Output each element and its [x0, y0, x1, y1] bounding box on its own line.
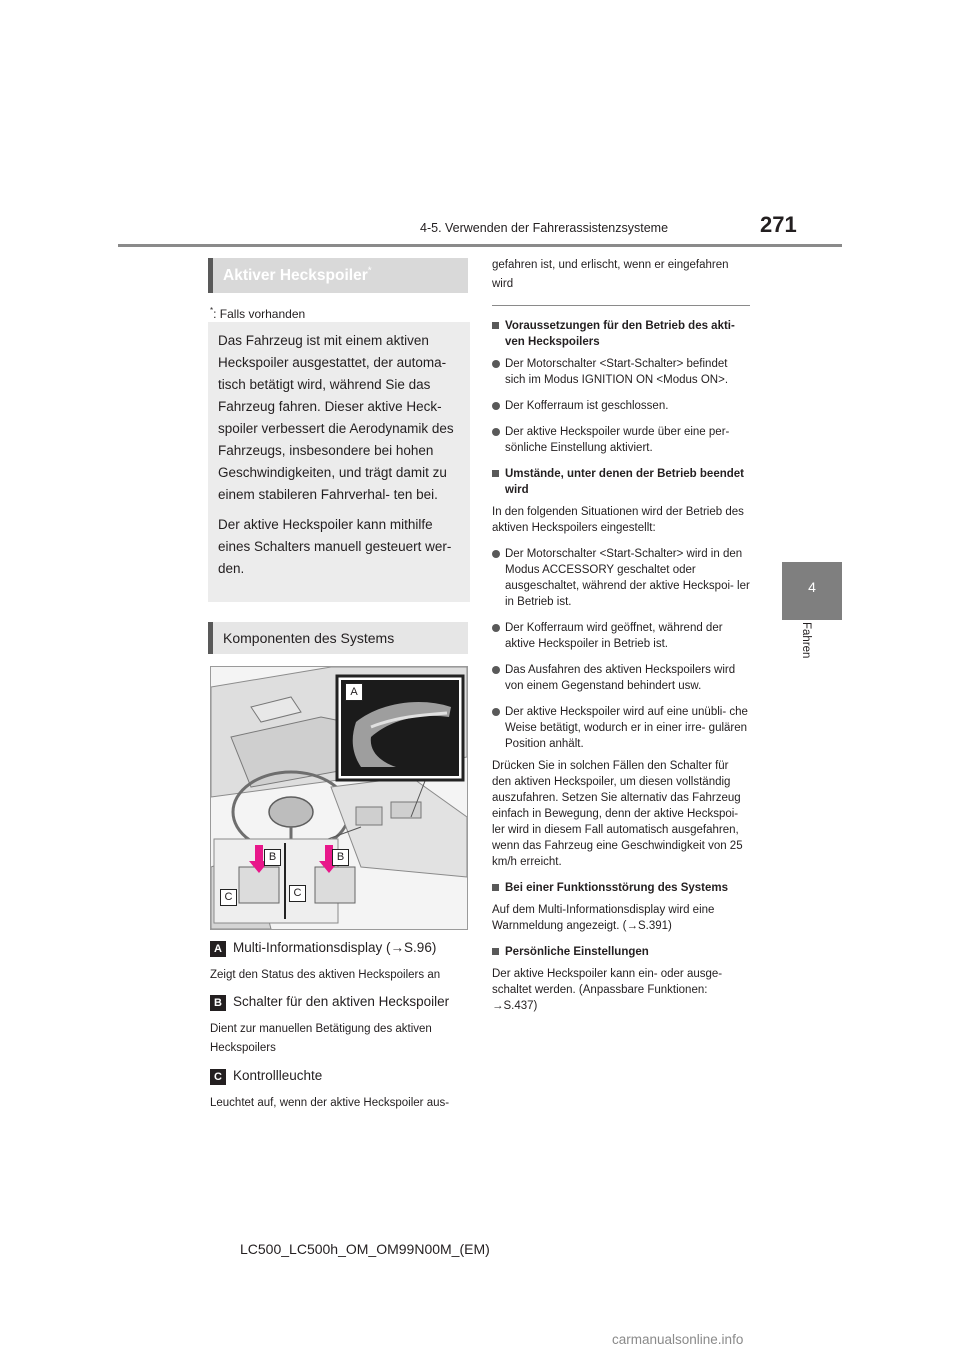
intro-box [208, 322, 470, 602]
bullet-item: Der Motorschalter <Start-Schalter> wird in den Modus ACCESSORY geschaltet oder ausgeschaltet, während der aktive Heckspoi- ler in Betrieb ist. [492, 546, 750, 610]
body-paragraph: Der aktive Heckspoiler kann ein- oder ausge- schaltet werden. (Anpassbare Funktionen: →S.437) [492, 968, 723, 1012]
continued-text: gefahren ist, und erlischt, wenn er eingefahren wird [492, 259, 729, 290]
legend-desc-a: Zeigt den Status des aktiven Heckspoilers an [210, 969, 441, 981]
legend-letter-b: B [210, 995, 226, 1011]
components-heading-bar [208, 622, 468, 654]
intro-paragraph-1: Das Fahrzeug ist mit einem aktiven Heckspoiler ausgestattet, der automa- tisch betätigt wird, während Sie das Fahrzeug fahren. Dieser aktive Heck- spoiler verbessert die Aerodynamik des Fahrzeugs, insbesondere bei hohen Geschwindigkeiten, und trägt damit zu einem stabileren Fahrverhal- ten bei. [218, 333, 454, 502]
body-paragraph: Auf dem Multi-Informationsdisplay wird eine Warnmeldung angezeigt. (→S.391) [492, 904, 715, 932]
chapter-label-wrap [800, 622, 824, 682]
footnote-mark: * [210, 306, 214, 315]
header-rule [118, 244, 842, 247]
components-heading: Komponenten des Systems [223, 630, 395, 646]
footnote-text: : Falls vorhanden [213, 307, 306, 321]
chapter-number: 4 [808, 579, 816, 595]
figure-label-a: A [345, 683, 363, 701]
heading-personal-settings: Persönliche Einstellungen [492, 944, 750, 960]
body-paragraph: Drücken Sie in solchen Fällen den Schalter für den aktiven Heckspoiler, um diesen vollständig auszufahren. Setzen Sie alternativ das Fahrzeug einfach in Bewegung, denn der aktive Heckspoi- ler wird in diesem Fall automatisch ausgefahren, wenn das Fahrzeug eine Geschwindigkeit von 25 km/h erreicht. [492, 760, 743, 868]
intro-paragraph-2: Der aktive Heckspoiler kann mithilfe eines Schalters manuell gesteuert wer- den. [218, 517, 452, 576]
chapter-label: Fahren [800, 622, 812, 659]
legend-letter-a: A [210, 941, 226, 957]
heading-stop-conditions: Umstände, unter denen der Betrieb beendet wird [492, 466, 750, 498]
legend-title-c: Kontrollleuchte [233, 1068, 323, 1083]
section-heading: Aktiver Heckspoiler [223, 267, 368, 284]
legend-desc-b: Dient zur manuellen Betätigung des aktiven Heckspoilers [210, 1023, 432, 1054]
system-illustration [210, 666, 468, 930]
legend-desc-c: Leuchtet auf, wenn der aktive Heckspoiler aus- [210, 1097, 450, 1109]
bullet-item: Der Motorschalter <Start-Schalter> befindet sich im Modus IGNITION ON <Modus ON>. [492, 356, 750, 388]
figure-label-b-right: B [332, 849, 349, 866]
legend-title-a: Multi-Informationsdisplay (→S.96) [233, 940, 437, 955]
bullet-item: Der Kofferraum ist geschlossen. [492, 398, 750, 414]
right-column [492, 256, 750, 1014]
section-heading-bar [208, 258, 468, 293]
section-title: 4-5. Verwenden der Fahrerassistenzsysteme [420, 221, 669, 235]
heading-malfunction: Bei einer Funktionsstörung des Systems [492, 880, 750, 896]
body-paragraph: In den folgenden Situationen wird der Betrieb des aktiven Heckspoilers eingestellt: [492, 506, 744, 534]
watermark: carmanualsonline.info [612, 1332, 744, 1347]
bullet-item: Der Kofferraum wird geöffnet, während der aktive Heckspoiler in Betrieb ist. [492, 620, 750, 652]
heading-prerequisites: Voraussetzungen für den Betrieb des akti- ven Heckspoilers [492, 318, 750, 350]
right-column-rule [492, 305, 750, 306]
legend-letter-c: C [210, 1069, 226, 1085]
cockpit-illustration [211, 667, 467, 929]
footnote [210, 306, 305, 321]
bullet-item: Der aktive Heckspoiler wird auf eine unübli- che Weise betätigt, wodurch er in einer irre- gulären Position anhält. [492, 704, 750, 752]
figure-label-c-left: C [220, 889, 237, 906]
legend-title-b: Schalter für den aktiven Heckspoiler [233, 994, 450, 1009]
model-code: LC500_LC500h_OM_OM99N00M_(EM) [240, 1241, 490, 1257]
heading-footnote-mark: * [367, 265, 372, 277]
figure-label-b-left: B [264, 849, 281, 866]
bullet-item: Das Ausfahren des aktiven Heckspoilers wird von einem Gegenstand behindert usw. [492, 662, 750, 694]
page-number: 271 [760, 212, 797, 237]
bullet-item: Der aktive Heckspoiler wurde über eine per- sönliche Einstellung aktiviert. [492, 424, 750, 456]
figure-label-c-right: C [289, 885, 306, 902]
